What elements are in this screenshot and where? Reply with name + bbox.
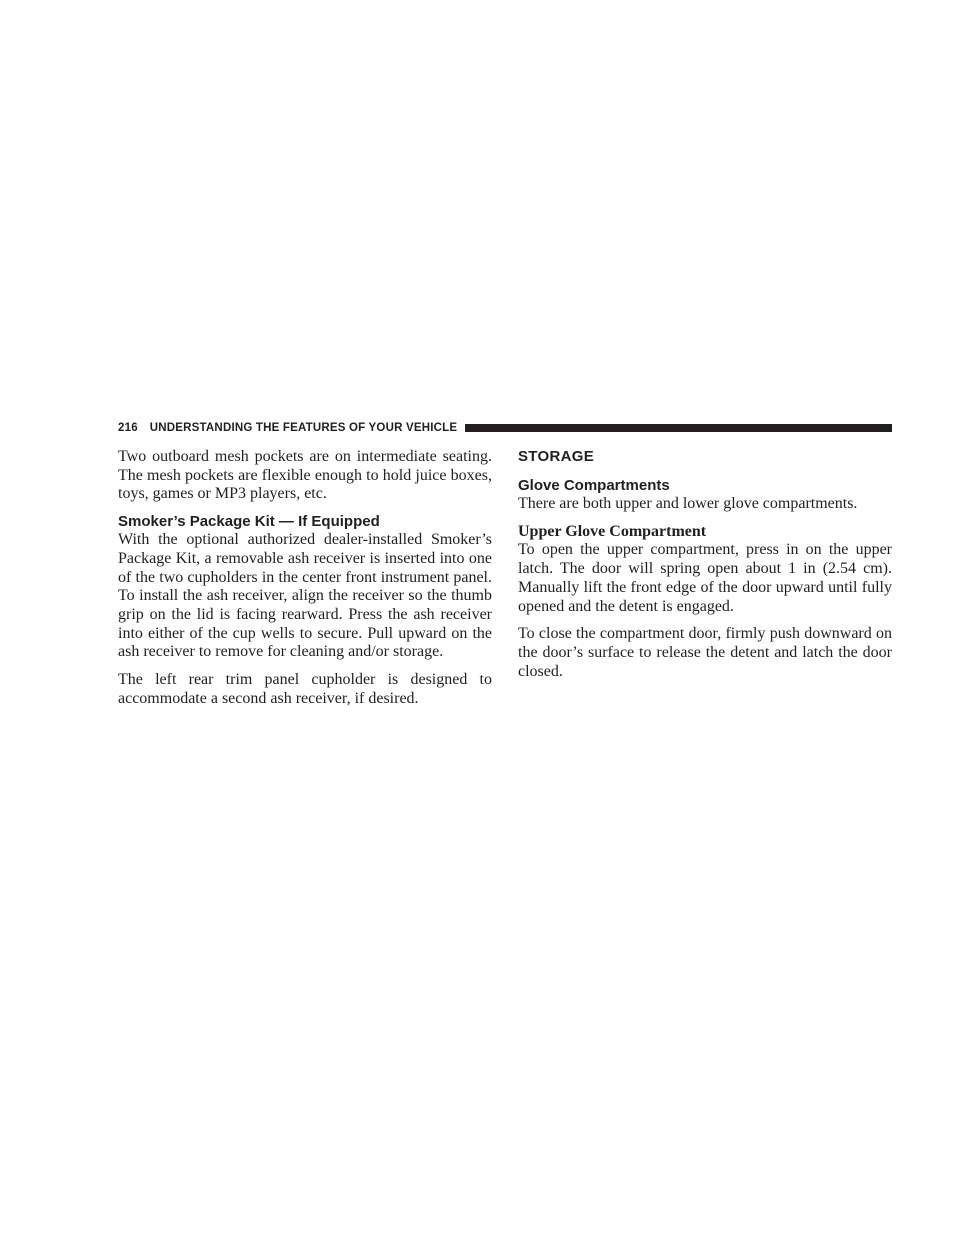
right-column xyxy=(518,448,892,681)
upper-glove-open-paragraph: To open the upper compartment, press in on the upper latch. The door will spring open about 1 in (2.54 cm). Manually lift the front edge of the door upward until fully opened and the detent is engaged. xyxy=(518,541,892,615)
upper-glove-close-paragraph: To close the compartment door, firmly push downward on the door’s surface to release the detent and latch the door closed. xyxy=(518,625,892,680)
header-rule xyxy=(465,424,892,432)
mesh-pockets-paragraph: Two outboard mesh pockets are on intermediate seating. The mesh pockets are flexible enough to hold juice boxes, toys, games or MP3 players, etc. xyxy=(118,448,492,503)
ash-receiver-paragraph: The left rear trim panel cupholder is designed to accommodate a second ash receiver, if desired. xyxy=(118,671,492,707)
storage-heading: STORAGE xyxy=(518,448,595,465)
upper-glove-heading: Upper Glove Compartment xyxy=(518,522,707,540)
smoker-package-heading: Smoker’s Package Kit — If Equipped xyxy=(118,513,380,531)
section-title: UNDERSTANDING THE FEATURES OF YOUR VEHICLE xyxy=(149,422,458,434)
smoker-package-paragraph: With the optional authorized dealer-installed Smoker’s Package Kit, a removable ash receiver is inserted into one of the two cupholders in the center front instrument panel. To install the ash receiver, align the receiver so the thumb grip on the lid is facing rearward. Press the ash receiver into either of the cup wells to secure. Pull upward on the ash receiver to remove for cleaning and/or storage. xyxy=(118,531,492,661)
glove-compartments-paragraph: There are both upper and lower glove compartments. xyxy=(518,495,858,512)
glove-compartments-heading: Glove Compartments xyxy=(518,477,670,494)
page-number: 216 xyxy=(118,422,138,434)
page-header xyxy=(118,420,892,436)
left-column xyxy=(118,448,492,708)
